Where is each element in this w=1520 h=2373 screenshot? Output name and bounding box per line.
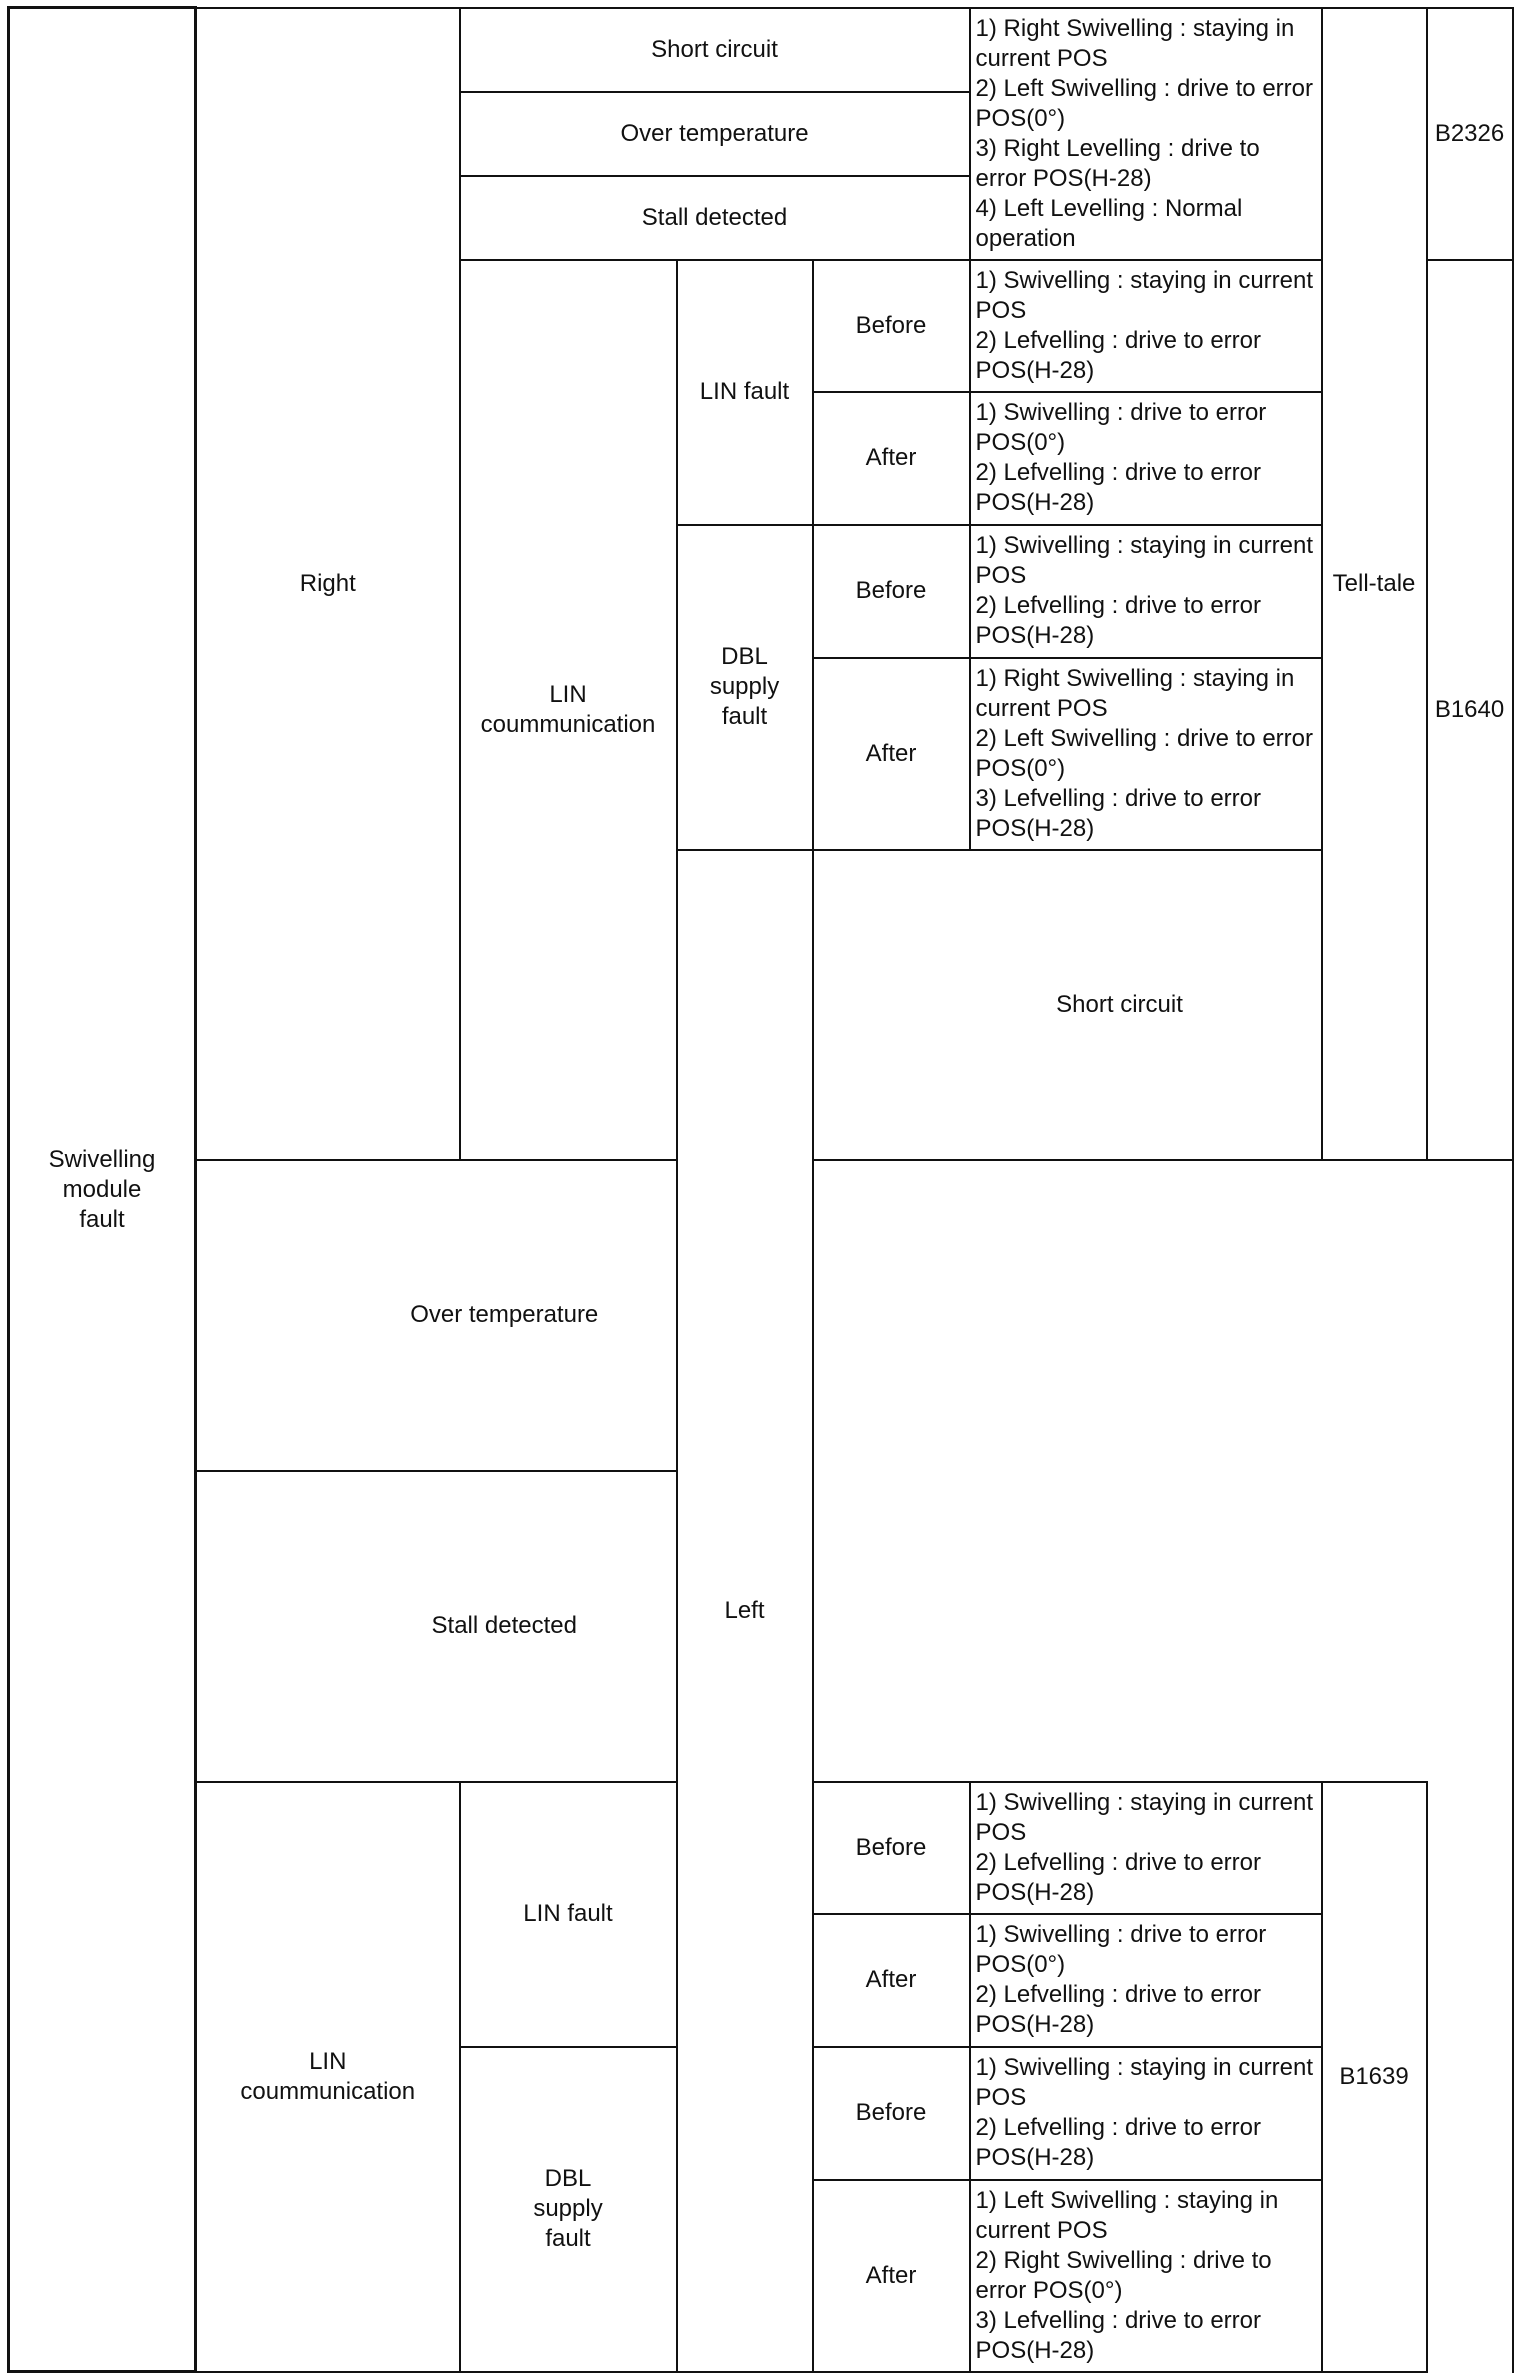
dbl-fault-cell	[677, 525, 813, 850]
action-line: 3) Lefvelling : drive to error POS(H-28)	[975, 784, 1261, 842]
lin-group-label: LIN coummunication	[240, 2047, 416, 2105]
fault-table-sheet	[7, 6, 1511, 2364]
motor-fault-label: Over temperature	[410, 1301, 599, 1329]
lin-fault-cell	[460, 1782, 677, 2047]
action-line: 3) Right Levelling : drive to error POS(H-28)	[975, 134, 1260, 192]
timing-label: Before	[855, 577, 927, 604]
motor-fault-label: Short circuit	[651, 35, 778, 63]
timing-cell	[813, 2047, 970, 2180]
swivelling-fault-table	[7, 6, 1514, 2373]
dbl-after-action-cell	[970, 2180, 1322, 2372]
action-line: 2) Lefvelling : drive to error POS(H-28)	[975, 326, 1261, 384]
lin-after-action-cell	[970, 1914, 1322, 2047]
action-line: 1) Swivelling : drive to error POS(0°)	[975, 399, 1267, 456]
action-line: 2) Lefvelling : drive to error POS(H-28)	[975, 1848, 1261, 1906]
timing-cell	[813, 260, 970, 392]
fault-category-label: Swivelling module fault	[48, 1145, 156, 1233]
side-label: Left	[724, 1596, 765, 1624]
action-line: 2) Lefvelling : drive to error POS(H-28)	[975, 1981, 1261, 2038]
action-line: 2) Left Swivelling : drive to error POS(0°)	[975, 724, 1313, 782]
dbl-before-action-cell	[970, 525, 1322, 658]
action-line: 1) Swivelling : staying in current POS	[975, 2054, 1314, 2111]
motor-fault-label: Short circuit	[1056, 990, 1183, 1018]
action-line: 1) Right Swivelling : staying in current POS	[975, 664, 1295, 722]
dbl-fault-cell	[460, 2047, 677, 2372]
dbl-after-action-cell	[970, 658, 1322, 850]
lin-group-label: LIN coummunication	[480, 680, 656, 738]
action-line: 2) Lefvelling : drive to error POS(H-28)	[975, 592, 1261, 649]
lin-before-action-cell	[970, 260, 1322, 392]
motor-fault-cell	[196, 1471, 813, 1782]
action-line: 1) Left Swivelling : staying in current POS	[975, 2186, 1279, 2244]
timing-label: After	[865, 1966, 917, 1993]
dtc-code-cell	[1322, 1782, 1427, 2372]
side-cell-right	[196, 8, 460, 1161]
dtc-code: B2326	[1434, 119, 1505, 147]
dbl-before-action-cell	[970, 2047, 1322, 2180]
lin-after-action-cell	[970, 392, 1322, 525]
timing-label: After	[865, 739, 917, 767]
action-line: 2) Lefvelling : drive to error POS(H-28)	[975, 2114, 1261, 2171]
timing-cell	[813, 392, 970, 525]
motor-fault-label: Stall detected	[431, 1612, 577, 1640]
action-line: 3) Lefvelling : drive to error POS(H-28)	[975, 2306, 1261, 2364]
timing-label: After	[865, 444, 917, 471]
motor-fault-cell	[460, 92, 970, 176]
motor-action-cell	[970, 8, 1322, 260]
lin-fault-label: LIN fault	[523, 1900, 613, 1927]
dtc-code: B1639	[1339, 2062, 1409, 2090]
motor-fault-label: Over temperature	[620, 119, 809, 147]
action-line: 1) Swivelling : staying in current POS	[975, 1788, 1314, 1846]
action-line: 4) Left Levelling : Normal operation	[975, 194, 1243, 252]
fault-category-cell	[9, 8, 196, 2372]
action-line: 2) Left Swivelling : drive to error POS(0°)	[975, 74, 1313, 132]
action-line: 1) Swivelling : staying in current POS	[975, 266, 1314, 324]
timing-cell	[813, 1914, 970, 2047]
motor-fault-cell	[196, 1160, 813, 1471]
timing-label: Before	[855, 2099, 927, 2126]
dtc-code-cell	[1427, 8, 1513, 260]
timing-label: Before	[855, 311, 927, 339]
action-line: 2) Lefvelling : drive to error POS(H-28)	[975, 459, 1261, 516]
action-line: 1) Swivelling : drive to error POS(0°)	[975, 1921, 1267, 1978]
timing-cell	[813, 1782, 970, 1914]
dtc-code: B1640	[1434, 695, 1505, 723]
lin-before-action-cell	[970, 1782, 1322, 1914]
dtc-code-cell	[1427, 260, 1513, 1161]
action-line: 2) Right Swivelling : drive to error POS(0°)	[975, 2246, 1272, 2304]
timing-label: Before	[855, 1833, 927, 1861]
side-label: Right	[299, 569, 356, 597]
motor-fault-cell	[813, 850, 1427, 1161]
lin-group-cell	[460, 260, 677, 1161]
action-line: 1) Right Swivelling : staying in current POS	[975, 14, 1295, 72]
indicator-label: Tell-tale	[1332, 569, 1416, 597]
dbl-fault-label: DBL supply fault	[709, 643, 780, 730]
motor-fault-cell	[460, 176, 970, 260]
timing-label: After	[865, 2261, 917, 2289]
lin-fault-cell	[677, 260, 813, 525]
timing-cell	[813, 658, 970, 850]
timing-cell	[813, 525, 970, 658]
motor-fault-label: Stall detected	[641, 203, 788, 231]
lin-group-cell	[196, 1782, 460, 2372]
timing-cell	[813, 2180, 970, 2372]
lin-fault-label: LIN fault	[699, 378, 790, 405]
action-line: 1) Swivelling : staying in current POS	[975, 532, 1314, 589]
dbl-fault-label: DBL supply fault	[533, 2165, 603, 2252]
motor-fault-cell	[460, 8, 970, 92]
